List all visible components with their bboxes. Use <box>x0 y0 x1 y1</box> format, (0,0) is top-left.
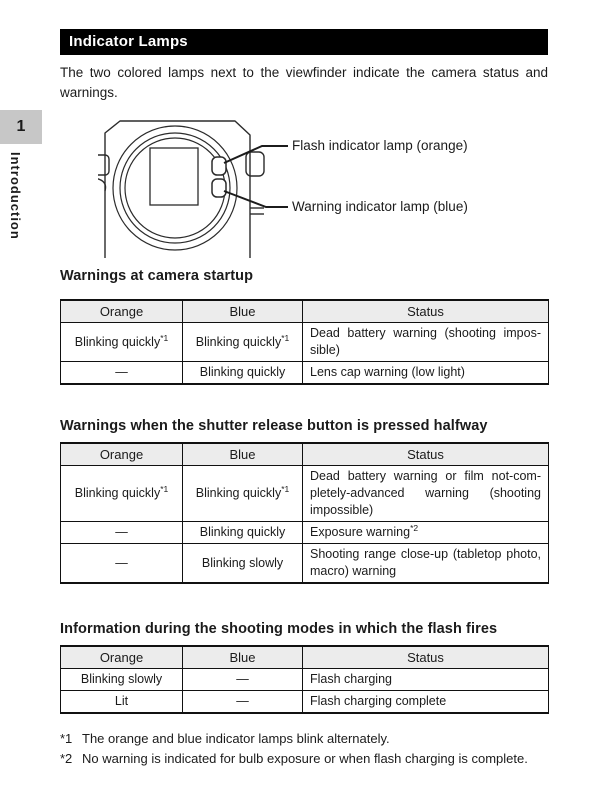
status-cell: Shooting range close-up (tabletop photo, macro) warning <box>303 544 549 584</box>
footnote-ref: *2 <box>410 522 419 533</box>
column-header-status: Status <box>303 300 549 323</box>
warnings-halfway-table <box>60 442 549 584</box>
status-cell: Dead battery warning (shooting impossible) <box>303 323 549 362</box>
table-header-row <box>61 300 549 323</box>
footnote-ref: *1 <box>281 332 290 343</box>
blue-cell: Blinking quickly$^{*1}$ <box>183 323 303 362</box>
status-cell: Flash charging complete <box>303 691 549 714</box>
column-header-blue: Blue <box>183 300 303 323</box>
flash-info-table <box>60 645 549 714</box>
column-header-status: Status <box>303 443 549 466</box>
table-row <box>61 362 549 385</box>
status-cell: Dead battery warning or film not-completely-advanced warning (shooting impossible) <box>303 466 549 522</box>
table-row <box>61 691 549 714</box>
warning-indicator-lamp-icon <box>212 179 226 197</box>
footnote-marker: *1 <box>60 731 73 746</box>
footnote-ref: *1 <box>160 483 169 494</box>
intro-paragraph: The two colored lamps next to the viewfinder indicate the camera status and warnings. <box>60 65 548 100</box>
orange-cell: Blinking slowly <box>61 669 183 691</box>
page-title-bar <box>60 29 548 55</box>
left-strap-lug <box>98 155 109 175</box>
column-header-orange: Orange <box>61 443 183 466</box>
column-header-blue: Blue <box>183 443 303 466</box>
orange-cell: Blinking quickly$^{*1}$ <box>61 323 183 362</box>
footnote-ref: *1 <box>281 483 290 494</box>
table-header-row <box>61 646 549 669</box>
orange-cell: — <box>61 544 183 584</box>
blue-cell: — <box>183 691 303 714</box>
warnings-startup-table <box>60 299 549 385</box>
chapter-number-tab <box>0 110 42 144</box>
chapter-number: 1 <box>16 118 26 135</box>
section-heading-flash-modes: Information during the shooting modes in which the flash fires <box>60 621 498 637</box>
table-row <box>61 522 549 544</box>
table-row <box>61 544 549 584</box>
column-header-blue: Blue <box>183 646 303 669</box>
status-cell: Flash charging <box>303 669 549 691</box>
blue-cell: Blinking quickly <box>183 522 303 544</box>
page-title: Indicator Lamps <box>69 33 188 50</box>
chapter-label-vertical: Introduction <box>8 152 23 240</box>
footnote-2 <box>60 749 554 769</box>
orange-cell: Lit <box>61 691 183 714</box>
orange-cell: — <box>61 522 183 544</box>
footnote-marker: *2 <box>60 751 73 766</box>
viewfinder-window <box>150 148 198 205</box>
table-header-row <box>61 443 549 466</box>
blue-cell: Blinking quickly$^{*1}$ <box>183 466 303 522</box>
column-header-orange: Orange <box>61 646 183 669</box>
status-cell: Lens cap warning (low light) <box>303 362 549 385</box>
table-row <box>61 669 549 691</box>
footnote-ref: *1 <box>160 332 169 343</box>
footnote-text: The orange and blue indicator lamps blink alternately. <box>82 731 390 746</box>
section-heading-startup: Warnings at camera startup <box>60 268 254 284</box>
flash-lamp-callout-label: Flash indicator lamp (orange) <box>292 138 468 153</box>
table-row <box>61 323 549 362</box>
column-header-orange: Orange <box>61 300 183 323</box>
blue-cell: Blinking quickly <box>183 362 303 385</box>
orange-cell: — <box>61 362 183 385</box>
warning-lamp-callout-label: Warning indicator lamp (blue) <box>292 199 468 214</box>
flash-indicator-lamp-icon <box>212 157 226 175</box>
camera-diagram <box>98 112 288 258</box>
orange-cell: Blinking quickly$^{*1}$ <box>61 466 183 522</box>
right-strap-lug <box>246 152 264 176</box>
section-heading-halfway: Warnings when the shutter release button is pressed halfway <box>60 418 488 434</box>
footnotes <box>60 729 554 769</box>
column-header-status: Status <box>303 646 549 669</box>
table-row <box>61 466 549 522</box>
footnote-text: No warning is indicated for bulb exposure or when flash charging is complete. <box>82 751 528 766</box>
blue-cell: Blinking slowly <box>183 544 303 584</box>
status-cell: Exposure warning$^{*2}$ <box>303 522 549 544</box>
footnote-1 <box>60 729 554 749</box>
blue-cell: — <box>183 669 303 691</box>
